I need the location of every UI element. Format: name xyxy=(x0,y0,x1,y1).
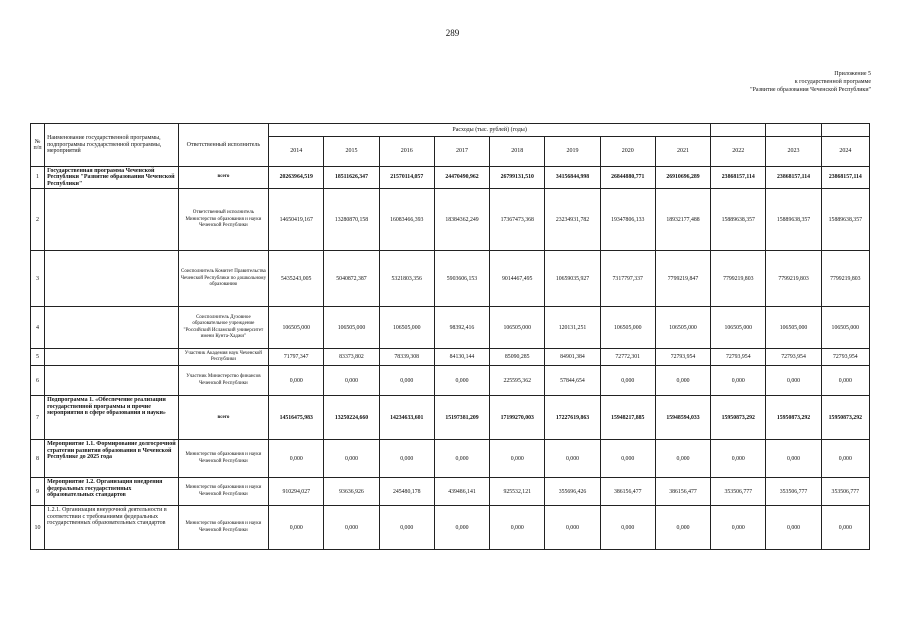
value-2015: 5040872,387 xyxy=(324,251,379,307)
value-2020: 7317797,337 xyxy=(600,251,655,307)
value-2021: 18932177,488 xyxy=(655,189,710,251)
value-2014: 71797,347 xyxy=(269,349,324,366)
value-2018: 17199270,003 xyxy=(490,396,545,440)
year-header-2022: 2022 xyxy=(711,137,766,167)
row-name xyxy=(45,189,179,251)
value-2019: 34156844,998 xyxy=(545,167,600,189)
row-number: 9 xyxy=(31,478,45,506)
value-2020: 15948217,885 xyxy=(600,396,655,440)
value-2014: 0,000 xyxy=(269,506,324,550)
value-2019: 84901,384 xyxy=(545,349,600,366)
row-responsible: Министерство образования и науки Чеченской Республики xyxy=(178,478,268,506)
value-2017: 5903606,153 xyxy=(434,251,489,307)
header-responsible: Ответственный исполнитель xyxy=(178,124,268,167)
value-2019: 57844,654 xyxy=(545,366,600,396)
value-2022: 0,000 xyxy=(711,440,766,478)
value-2016: 14234633,601 xyxy=(379,396,434,440)
value-2017: 0,000 xyxy=(434,506,489,550)
value-2021: 26910696,289 xyxy=(655,167,710,189)
value-2016: 0,000 xyxy=(379,366,434,396)
row-responsible: Министерство образования и науки Чеченской Республики xyxy=(178,440,268,478)
value-2024: 106505,000 xyxy=(821,307,869,349)
value-2024: 0,000 xyxy=(821,440,869,478)
value-2024: 0,000 xyxy=(821,506,869,550)
row-number: 7 xyxy=(31,396,45,440)
value-2018: 106505,000 xyxy=(490,307,545,349)
value-2017: 98392,416 xyxy=(434,307,489,349)
row-responsible: Участник Министерство финансов Чеченской Республики xyxy=(178,366,268,396)
row-name xyxy=(45,307,179,349)
value-2023: 23868157,114 xyxy=(766,167,821,189)
row-number: 5 xyxy=(31,349,45,366)
year-header-2021: 2021 xyxy=(655,137,710,167)
value-2022: 0,000 xyxy=(711,366,766,396)
value-2020: 386156,477 xyxy=(600,478,655,506)
value-2021: 72793,954 xyxy=(655,349,710,366)
row-name: Мероприятие 1.2. Организация внедрения федеральных государственных образовательных стандартов xyxy=(45,478,179,506)
value-2019: 0,000 xyxy=(545,440,600,478)
year-header-2014: 2014 xyxy=(269,137,324,167)
value-2016: 21570114,057 xyxy=(379,167,434,189)
row-number: 8 xyxy=(31,440,45,478)
header-empty-2022 xyxy=(711,124,766,137)
row-responsible: Соисполнитель Духовное образовательное учреждение "Российский Исламский университет имени Кунта-Хаджи" xyxy=(178,307,268,349)
table-row xyxy=(31,506,870,550)
value-2021: 106505,000 xyxy=(655,307,710,349)
value-2014: 0,000 xyxy=(269,440,324,478)
value-2020: 106505,000 xyxy=(600,307,655,349)
header-name: Наименование государственной программы, подпрограммы государственной программы, мероприятий xyxy=(45,124,179,167)
value-2014: 14516475,983 xyxy=(269,396,324,440)
value-2024: 72793,954 xyxy=(821,349,869,366)
value-2016: 0,000 xyxy=(379,506,434,550)
value-2016: 0,000 xyxy=(379,440,434,478)
table-row xyxy=(31,366,870,396)
value-2021: 386156,477 xyxy=(655,478,710,506)
value-2022: 15889638,357 xyxy=(711,189,766,251)
value-2015: 0,000 xyxy=(324,506,379,550)
table-row xyxy=(31,478,870,506)
appendix-line-1: Приложение 5 xyxy=(834,71,871,77)
value-2014: 5435243,005 xyxy=(269,251,324,307)
value-2022: 15950873,292 xyxy=(711,396,766,440)
value-2023: 0,000 xyxy=(766,366,821,396)
header-expenses: Расходы (тыс. рублей) (годы) xyxy=(269,124,711,137)
value-2023: 106505,000 xyxy=(766,307,821,349)
value-2015: 18511626,347 xyxy=(324,167,379,189)
header-empty-2023 xyxy=(766,124,821,137)
table-row xyxy=(31,440,870,478)
value-2017: 24470490,962 xyxy=(434,167,489,189)
value-2018: 85090,285 xyxy=(490,349,545,366)
row-name xyxy=(45,349,179,366)
value-2022: 72793,954 xyxy=(711,349,766,366)
row-name xyxy=(45,366,179,396)
year-header-2017: 2017 xyxy=(434,137,489,167)
row-responsible: всего xyxy=(178,396,268,440)
year-header-2019: 2019 xyxy=(545,137,600,167)
value-2023: 15950873,292 xyxy=(766,396,821,440)
table-row xyxy=(31,189,870,251)
row-responsible: Ответственный исполнитель Министерство образования и науки Чеченской Республики xyxy=(178,189,268,251)
table-row xyxy=(31,307,870,349)
value-2020: 0,000 xyxy=(600,440,655,478)
value-2016: 78339,308 xyxy=(379,349,434,366)
value-2018: 26799131,510 xyxy=(490,167,545,189)
value-2014: 106505,000 xyxy=(269,307,324,349)
value-2018: 0,000 xyxy=(490,440,545,478)
value-2019: 10659035,927 xyxy=(545,251,600,307)
row-number: 10 xyxy=(31,506,45,550)
row-name xyxy=(45,251,179,307)
value-2017: 439486,141 xyxy=(434,478,489,506)
row-responsible: Участник Академия наук Чеченской Республики xyxy=(178,349,268,366)
value-2021: 7799219,847 xyxy=(655,251,710,307)
value-2022: 23868157,114 xyxy=(711,167,766,189)
table-row xyxy=(31,349,870,366)
value-2015: 13280870,158 xyxy=(324,189,379,251)
value-2024: 15950873,292 xyxy=(821,396,869,440)
value-2017: 84130,144 xyxy=(434,349,489,366)
value-2021: 0,000 xyxy=(655,506,710,550)
value-2019: 355696,426 xyxy=(545,478,600,506)
value-2017: 18384362,249 xyxy=(434,189,489,251)
value-2022: 0,000 xyxy=(711,506,766,550)
value-2015: 0,000 xyxy=(324,440,379,478)
value-2020: 72772,301 xyxy=(600,349,655,366)
value-2023: 0,000 xyxy=(766,506,821,550)
value-2021: 15948594,033 xyxy=(655,396,710,440)
value-2021: 0,000 xyxy=(655,440,710,478)
value-2022: 106505,000 xyxy=(711,307,766,349)
value-2017: 0,000 xyxy=(434,440,489,478)
value-2016: 245480,178 xyxy=(379,478,434,506)
row-responsible: Министерство образования и науки Чеченской Республики xyxy=(178,506,268,550)
year-header-2024: 2024 xyxy=(821,137,869,167)
value-2018: 17367473,368 xyxy=(490,189,545,251)
row-name: 1.2.1. Организация внеурочной деятельности в соответствии с требованиями федеральных государственных образовательных стандартов xyxy=(45,506,179,550)
value-2018: 9014467,495 xyxy=(490,251,545,307)
value-2015: 13250224,660 xyxy=(324,396,379,440)
value-2024: 23868157,114 xyxy=(821,167,869,189)
value-2022: 7799219,803 xyxy=(711,251,766,307)
row-number: 4 xyxy=(31,307,45,349)
value-2023: 15889638,357 xyxy=(766,189,821,251)
table-body xyxy=(31,167,870,550)
value-2018: 225595,362 xyxy=(490,366,545,396)
row-number: 3 xyxy=(31,251,45,307)
value-2018: 925532,121 xyxy=(490,478,545,506)
value-2014: 20263964,519 xyxy=(269,167,324,189)
appendix-note xyxy=(750,70,871,94)
value-2015: 0,000 xyxy=(324,366,379,396)
row-name: Подпрограмма 1. «Обеспечение реализации государственной программы и прочие мероприятия в сфере образования и науки» xyxy=(45,396,179,440)
header-num: № п/п xyxy=(31,124,45,167)
row-responsible: всего xyxy=(178,167,268,189)
value-2024: 15889638,357 xyxy=(821,189,869,251)
appendix-line-3: "Развитие образования Чеченской Республики" xyxy=(750,87,871,93)
value-2019: 17227619,863 xyxy=(545,396,600,440)
value-2015: 106505,000 xyxy=(324,307,379,349)
value-2023: 0,000 xyxy=(766,440,821,478)
header-empty-2024 xyxy=(821,124,869,137)
row-number: 1 xyxy=(31,167,45,189)
value-2019: 23234931,782 xyxy=(545,189,600,251)
value-2019: 120131,251 xyxy=(545,307,600,349)
year-header-2015: 2015 xyxy=(324,137,379,167)
value-2016: 16083466,393 xyxy=(379,189,434,251)
row-number: 2 xyxy=(31,189,45,251)
table-row xyxy=(31,167,870,189)
value-2020: 0,000 xyxy=(600,506,655,550)
value-2019: 0,000 xyxy=(545,506,600,550)
budget-table xyxy=(30,123,870,550)
table-row xyxy=(31,251,870,307)
value-2023: 7799219,803 xyxy=(766,251,821,307)
value-2015: 93636,926 xyxy=(324,478,379,506)
value-2014: 0,000 xyxy=(269,366,324,396)
value-2024: 353506,777 xyxy=(821,478,869,506)
year-header-2023: 2023 xyxy=(766,137,821,167)
value-2014: 14650419,167 xyxy=(269,189,324,251)
table-row xyxy=(31,396,870,440)
value-2024: 7799219,803 xyxy=(821,251,869,307)
row-name: Государственная программа Чеченской Республики "Развитие образования Чеченской Республики" xyxy=(45,167,179,189)
value-2016: 106505,000 xyxy=(379,307,434,349)
row-name: Мероприятие 1.1. Формирование долгосрочной стратегии развития образования в Чеченской Республике до 2025 года xyxy=(45,440,179,478)
value-2017: 0,000 xyxy=(434,366,489,396)
value-2018: 0,000 xyxy=(490,506,545,550)
value-2024: 0,000 xyxy=(821,366,869,396)
value-2022: 353506,777 xyxy=(711,478,766,506)
row-number: 6 xyxy=(31,366,45,396)
value-2023: 72793,954 xyxy=(766,349,821,366)
year-header-2018: 2018 xyxy=(490,137,545,167)
year-header-2016: 2016 xyxy=(379,137,434,167)
value-2017: 15197381,209 xyxy=(434,396,489,440)
page-number: 289 xyxy=(445,28,460,38)
row-responsible: Соисполнитель Комитет Правительства Чеченской Республики по дошкольному образованию xyxy=(178,251,268,307)
value-2021: 0,000 xyxy=(655,366,710,396)
value-2020: 0,000 xyxy=(600,366,655,396)
value-2020: 19347806,133 xyxy=(600,189,655,251)
appendix-line-2: к государственной программе xyxy=(794,79,871,85)
value-2016: 5321803,356 xyxy=(379,251,434,307)
value-2020: 26844880,771 xyxy=(600,167,655,189)
value-2023: 353506,777 xyxy=(766,478,821,506)
value-2015: 83373,802 xyxy=(324,349,379,366)
value-2014: 910294,027 xyxy=(269,478,324,506)
year-header-2020: 2020 xyxy=(600,137,655,167)
